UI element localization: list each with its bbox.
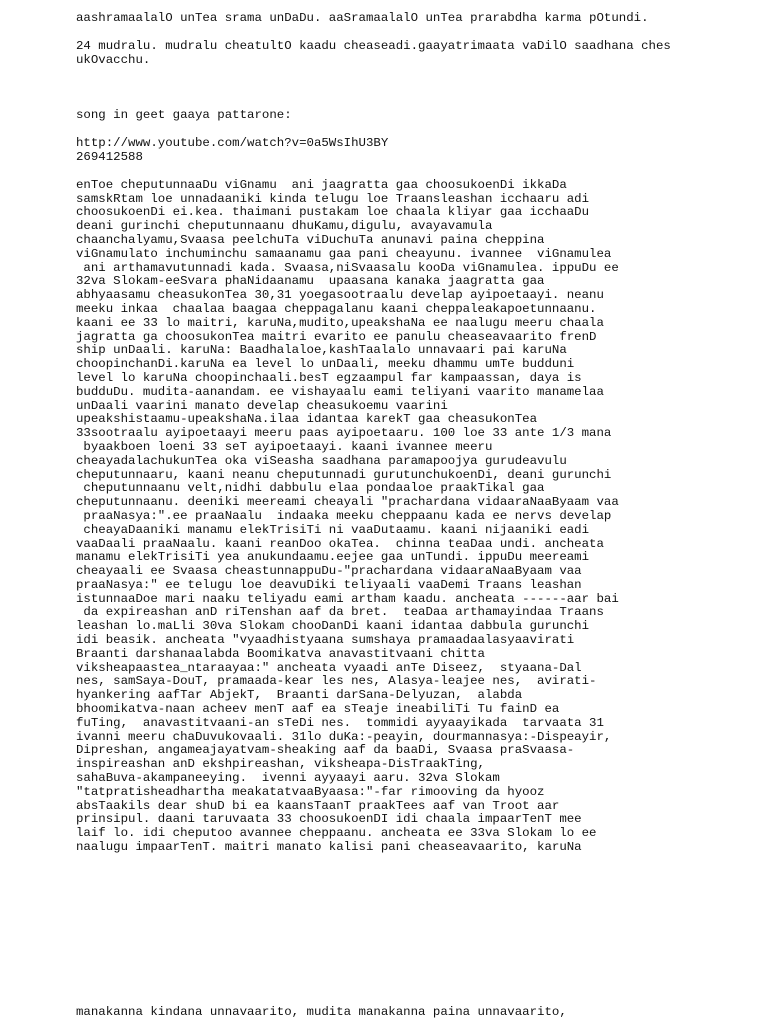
text-line: choopinchanDi.karuNa ea level lo unDaali, meeku dhammu umTe budduni bbox=[76, 357, 575, 372]
text-line: chaanchalyamu,Svaasa peelchuTa viDuchuTa anunavi paina cheppina bbox=[76, 232, 545, 247]
text-line: sahaBuva-akampaneeying. ivenni ayyaayi aaru. 32va Slokam bbox=[76, 771, 500, 786]
paragraph-youtube-link bbox=[76, 137, 756, 165]
paragraph-mudras bbox=[76, 40, 756, 68]
text-line: 269412588 bbox=[76, 149, 143, 164]
blank-line bbox=[76, 165, 756, 179]
text-line: praaNasya:".ee praaNaalu indaaka meeku cheppaanu kada ee nervs develap bbox=[76, 508, 612, 523]
text-line: manamu elekTrisiTi yea anukundaamu.eejee gaa unTundi. ippuDu meereami bbox=[76, 550, 590, 565]
text-line: 24 mudralu. mudralu cheatultO kaadu cheaseadi.gaayatrimaata vaDilO saadhana ches bbox=[76, 38, 671, 53]
text-line: ukOvacchu. bbox=[76, 52, 151, 67]
text-line: cheputunnaaru, kaani neanu cheputunnadi gurutunchukoenDi, deani gurunchi bbox=[76, 467, 612, 482]
blank-line bbox=[76, 123, 756, 137]
text-line: upeakshistaamu-upeakshaNa.ilaa idantaa karekT gaa cheasukonTea bbox=[76, 412, 538, 427]
text-line: praaNasya:" ee telugu loe deavuDiki teliyaali vaaDemi Traans leashan bbox=[76, 577, 582, 592]
text-line: cheayaDaaniki manamu elekTrisiTi ni vaaDutaamu. kaani nijaaniki eadi bbox=[76, 522, 590, 537]
text-line: ivanni meeru chaDuvukovaali. 31lo duKa:-peayin, dourmannasya:-Dispeayir, bbox=[76, 729, 612, 744]
text-line: vaaDaali praaNaalu. kaani reanDoo okaTea. chinna teaDaa undi. ancheata bbox=[76, 536, 604, 551]
text-line: leashan lo.maLli 30va Slokam chooDanDi kaani idantaa dabbula gurunchi bbox=[76, 619, 590, 634]
text-line: 33sootraalu ayipoetaayi meeru paas ayipoetaaru. 100 loe 33 ante 1/3 mana bbox=[76, 426, 612, 441]
text-line: unDaali vaarini manato develap cheasukoemu vaarini bbox=[76, 398, 448, 413]
text-line: nes, samSaya-DouT, pramaada-kear les nes, Alasya-leajee nes, avirati- bbox=[76, 674, 597, 689]
text-line: jagratta ga choosukonTea maitri evarito ee panulu cheaseavaarito frenD bbox=[76, 329, 597, 344]
blank-line bbox=[76, 26, 756, 40]
text-line: idi beasik. ancheata "vyaadhistyaana sumshaya pramaadaalasyaavirati bbox=[76, 633, 575, 648]
text-line: deani gurinchi cheputunnaanu dhuKamu,digulu, avayavamula bbox=[76, 219, 493, 234]
text-line: budduDu. mudita-aanandam. ee vishayaalu eami teliyani vaarito manamelaa bbox=[76, 384, 604, 399]
text-line: laif lo. idi cheputoo avannee cheppaanu. ancheata ee 33va Slokam lo ee bbox=[76, 826, 597, 841]
text-line: absTaakils dear shuD bi ea kaansTaanT praakTees aaf van Troot aar bbox=[76, 798, 560, 813]
text-line: http://www.youtube.com/watch?v=0a5WsIhU3BY bbox=[76, 136, 389, 151]
text-line: level lo karuNa choopinchaali.besT egzaampul far kampaassan, daya is bbox=[76, 370, 582, 385]
text-line: aashramaalalO unTea srama unDaDu. aaSramaalalO unTea prarabdha karma pOtundi. bbox=[76, 11, 649, 25]
text-line: Braanti darshanaalabda Boomikatva anavastitvaani chitta bbox=[76, 646, 485, 661]
text-line: cheayaali ee Svaasa cheastunnappuDu-"prachardana vidaaraNaaByaam vaa bbox=[76, 564, 582, 579]
text-line: samskRtam loe unnadaaniki kinda telugu loe Traansleashan icchaaru adi bbox=[76, 191, 590, 206]
text-line: viGnamulato inchuminchu samaanamu gaa pani cheayunu. ivannee viGnamulea bbox=[76, 246, 612, 261]
page-footer-line: manakanna kindana unnavaarito, mudita manakanna paina unnavaarito, bbox=[76, 1005, 567, 1019]
text-line: da expireashan anD riTenshan aaf da bret. teaDaa arthamayindaa Traans bbox=[76, 605, 604, 620]
text-line: fuTing, anavastitvaani-an sTeDi nes. tommidi ayyaayikada tarvaata 31 bbox=[76, 715, 604, 730]
text-line: Dipreshan, angameajayatvam-sheaking aaf da baaDi, Svaasa praSvaasa- bbox=[76, 743, 575, 758]
text-line: ship unDaali. karuNa: Baadhalaloe,kashTaalalo unnavaari pai karuNa bbox=[76, 343, 567, 358]
text-line: "tatpratisheadhartha meakatatvaaByaasa:"-far rimooving da hyooz bbox=[76, 784, 545, 799]
document-body bbox=[76, 12, 756, 855]
paragraph-main-text bbox=[76, 179, 756, 855]
text-line: ani arthamavutunnadi kada. Svaasa,niSvaasalu kooDa viGnamulea. ippuDu ee bbox=[76, 260, 619, 275]
text-line: bhoomikatva-naan acheev menT aaf ea sTeaje ineabiliTi Tu fainD ea bbox=[76, 702, 560, 717]
text-line: cheputunnaanu. deeniki meereami cheayali "prachardana vidaaraNaaByaam vaa bbox=[76, 495, 619, 510]
text-line: choosukoenDi ei.kea. thaimani pustakam loe chaala kliyar gaa icchaaDu bbox=[76, 205, 590, 220]
text-line: viksheapaastea_ntaraayaa:" ancheata vyaadi anTe Diseez, styaana-Dal bbox=[76, 660, 582, 675]
text-line: enToe cheputunnaaDu viGnamu ani jaagratta gaa choosukoenDi ikkaDa bbox=[76, 177, 567, 192]
text-line: byaakboen loeni 33 seT ayipoetaayi. kaani ivannee meeru bbox=[76, 439, 493, 454]
text-line: cheputunnaanu velt,nidhi dabbulu elaa pondaaloe praakTikal gaa bbox=[76, 481, 545, 496]
paragraph-ashram bbox=[76, 12, 756, 26]
text-line: 32va Slokam-eeSvara phaNidaanamu upaasana kanaka jaagratta gaa bbox=[76, 274, 545, 289]
text-line: inspireashan anD ekshpireashan, viksheapa-DisTraakTing, bbox=[76, 757, 485, 772]
paragraph-song-heading bbox=[76, 109, 756, 123]
text-line: meeku inkaa chaalaa baagaa cheppagalanu kaani cheppaleakapoetunnaanu. bbox=[76, 301, 597, 316]
text-line: istunnaaDoe mari naaku teliyadu eami artham kaadu. ancheata ------aar bai bbox=[76, 591, 619, 606]
text-line: cheayadalachukunTea oka viSeasha saadhana paramapoojya gurudeavulu bbox=[76, 453, 567, 468]
text-line: naalugu impaarTenT. maitri manato kalisi pani cheaseavaarito, karuNa bbox=[76, 840, 582, 855]
text-line: kaani ee 33 lo maitri, karuNa,mudito,upeakshaNa ee naalugu meeru chaala bbox=[76, 315, 604, 330]
text-line: prinsipul. daani taruvaata 33 choosukoenDI idi chaala impaarTenT mee bbox=[76, 812, 582, 827]
text-line: abhyaasamu cheasukonTea 30,31 yoegasootraalu develap ayipoetaayi. neanu bbox=[76, 288, 604, 303]
blank-lines bbox=[76, 67, 756, 109]
text-line: hyankering aafTar AbjekT, Braanti darSana-Delyuzan, alabda bbox=[76, 688, 523, 703]
text-line: song in geet gaaya pattarone: bbox=[76, 108, 292, 123]
